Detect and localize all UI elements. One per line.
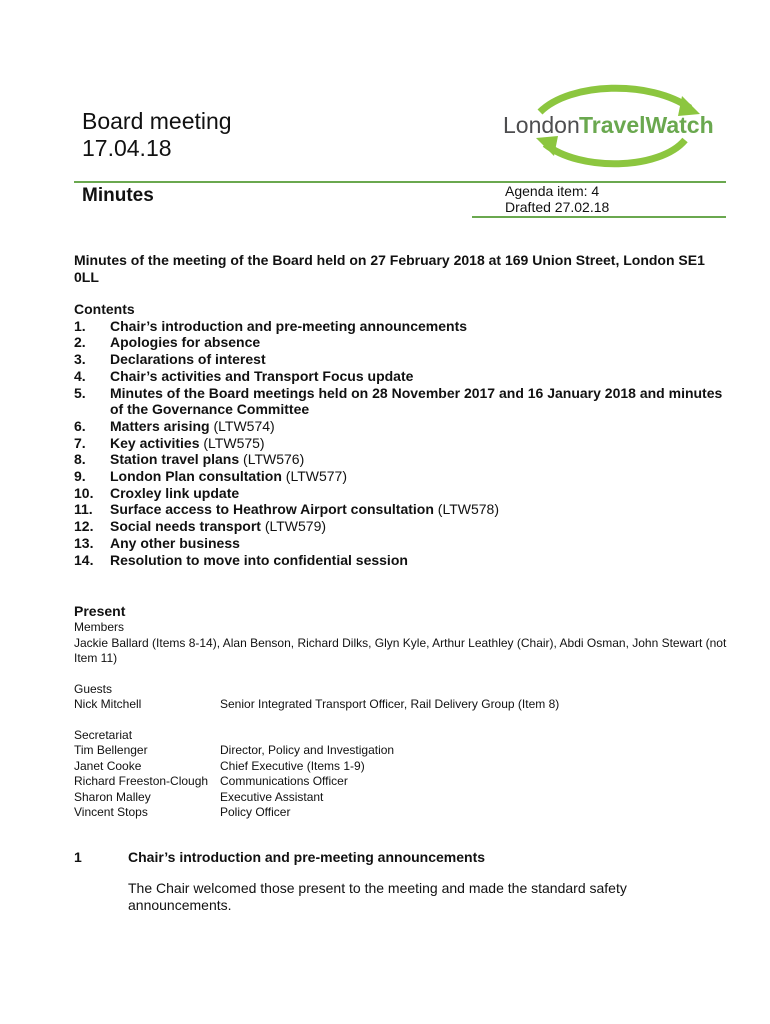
contents-item-text	[110, 351, 266, 368]
logo-arrows-icon	[500, 84, 725, 168]
person-role: Director, Policy and Investigation	[220, 743, 395, 757]
contents-item-title: Any other business	[110, 534, 240, 551]
contents-item	[74, 385, 734, 418]
header-divider-top	[74, 181, 726, 183]
guests-label: Guests	[74, 681, 113, 696]
contents-item-text	[110, 535, 240, 552]
meeting-title-line1: Board meeting	[82, 108, 232, 134]
contents-item-number: 8.	[74, 451, 86, 468]
secretariat-label: Secretariat	[74, 727, 133, 742]
contents-item	[74, 518, 734, 535]
contents-item-title: Key activities	[110, 434, 200, 451]
contents-item	[74, 451, 734, 468]
members-label: Members	[74, 620, 125, 634]
person-name: Janet Cooke	[74, 758, 142, 773]
section-1-heading-row	[74, 849, 714, 865]
person-role: Policy Officer	[220, 805, 291, 819]
logo-text-travelwatch: TravelWatch	[579, 112, 714, 138]
contents-item	[74, 468, 734, 485]
meeting-date: 17.04.18	[82, 135, 172, 161]
present-section	[74, 603, 734, 821]
contents-item-text	[110, 435, 265, 452]
secretariat-row	[74, 759, 734, 775]
contents-item-number: 11.	[74, 501, 93, 518]
contents-item-title: Chair’s introduction and pre-meeting announcements	[110, 317, 468, 334]
contents-item-number: 12.	[74, 518, 94, 535]
contents-title: Contents	[74, 301, 135, 317]
contents-item-number: 7.	[74, 434, 86, 451]
contents-item-title: Resolution to move into confidential session	[110, 551, 408, 568]
person-role: Communications Officer	[220, 774, 348, 788]
contents-item-number: 14.	[74, 551, 94, 568]
person-name: Sharon Malley	[74, 789, 151, 804]
contents-item-text	[110, 485, 239, 502]
contents-item-title: Station travel plans	[110, 451, 240, 468]
contents-item	[74, 435, 734, 452]
contents-item-number: 6.	[74, 417, 86, 434]
contents-item-text	[110, 318, 467, 335]
section-heading: Chair’s introduction and pre-meeting announcements	[128, 849, 486, 865]
person-role: Senior Integrated Transport Officer, Rail Delivery Group (Item 8)	[220, 697, 560, 711]
contents-item-text	[110, 385, 734, 418]
contents-item-number: 2.	[74, 334, 86, 351]
contents-item-number: 13.	[74, 534, 94, 551]
section-1	[74, 849, 714, 914]
person-role: Executive Assistant	[220, 789, 324, 804]
secretariat-row	[74, 743, 734, 759]
person-role: Chief Executive (Items 1-9)	[220, 758, 365, 773]
guest-row	[74, 697, 734, 713]
contents-item-title: London Plan consultation	[110, 468, 282, 485]
agenda-info	[505, 183, 609, 215]
contents-item-number: 5.	[74, 384, 86, 401]
person-name: Nick Mitchell	[74, 697, 142, 711]
contents-item-ref: (LTW576)	[243, 451, 305, 468]
contents-item-ref: (LTW574)	[213, 417, 275, 434]
contents-item	[74, 318, 734, 335]
contents-item-text	[110, 334, 260, 351]
contents-item	[74, 501, 734, 518]
contents-item-text	[110, 368, 413, 385]
intro-paragraph: Minutes of the meeting of the Board held on 27 February 2018 at 169 Union Street, London SE1 0LL	[74, 252, 705, 285]
members-list: Jackie Ballard (Items 8-14), Alan Benson, Richard Dilks, Glyn Kyle, Arthur Leathley (Chair), Abdi Osman, John Stewart (not Item 11)	[74, 635, 727, 665]
meeting-title	[82, 108, 232, 162]
contents-item-number: 4.	[74, 367, 86, 384]
contents-item-title: Minutes of the Board meetings held on 28 November 2017 and 16 January 2018 and minutes of the Governance Committee	[110, 384, 723, 418]
contents-item-title: Social needs transport	[110, 518, 261, 535]
header-divider-bottom	[472, 216, 726, 218]
contents-item-text	[110, 552, 408, 569]
contents-item	[74, 485, 734, 502]
agenda-item: Agenda item: 4	[505, 183, 600, 199]
person-name: Richard Freeston-Clough	[74, 774, 209, 788]
secretariat-row	[74, 790, 734, 806]
contents-item	[74, 351, 734, 368]
london-travelwatch-logo	[500, 84, 725, 168]
person-name: Vincent Stops	[74, 805, 148, 819]
contents-item-ref: (LTW577)	[285, 468, 347, 485]
contents-item-number: 10.	[74, 484, 94, 501]
section-body: The Chair welcomed those present to the meeting and made the standard safety announcements.	[128, 880, 627, 913]
present-title: Present	[74, 603, 126, 619]
contents-list	[74, 301, 734, 568]
logo-text-london: London	[503, 112, 580, 138]
contents-item-title: Chair’s activities and Transport Focus update	[110, 367, 414, 384]
contents-item-ref: (LTW575)	[203, 434, 265, 451]
contents-item	[74, 552, 734, 569]
contents-item-title: Matters arising	[110, 417, 210, 434]
contents-item-ref: (LTW579)	[264, 518, 327, 535]
contents-item-ref: (LTW578)	[437, 501, 499, 518]
contents-item-number: 9.	[74, 468, 86, 485]
contents-item-number: 3.	[74, 351, 86, 368]
contents-item-text	[110, 518, 326, 535]
contents-item-number: 1.	[74, 317, 86, 334]
contents-item-title: Apologies for absence	[110, 334, 261, 351]
document-heading: Minutes	[82, 185, 154, 206]
contents-item-title: Declarations of interest	[110, 351, 266, 368]
contents-item-title: Surface access to Heathrow Airport consultation	[110, 501, 434, 518]
contents-item	[74, 535, 734, 552]
secretariat-row	[74, 805, 734, 821]
contents-item-text	[110, 501, 499, 518]
drafted-date: Drafted 27.02.18	[505, 199, 610, 215]
person-name: Tim Bellenger	[74, 743, 148, 757]
contents-item	[74, 334, 734, 351]
contents-item-text	[110, 418, 275, 435]
contents-item-text	[110, 468, 347, 485]
secretariat-row	[74, 774, 734, 790]
contents-item	[74, 368, 734, 385]
section-number: 1	[74, 849, 82, 865]
contents-item	[74, 418, 734, 435]
contents-item-title: Croxley link update	[110, 484, 240, 501]
contents-item-text	[110, 451, 304, 468]
